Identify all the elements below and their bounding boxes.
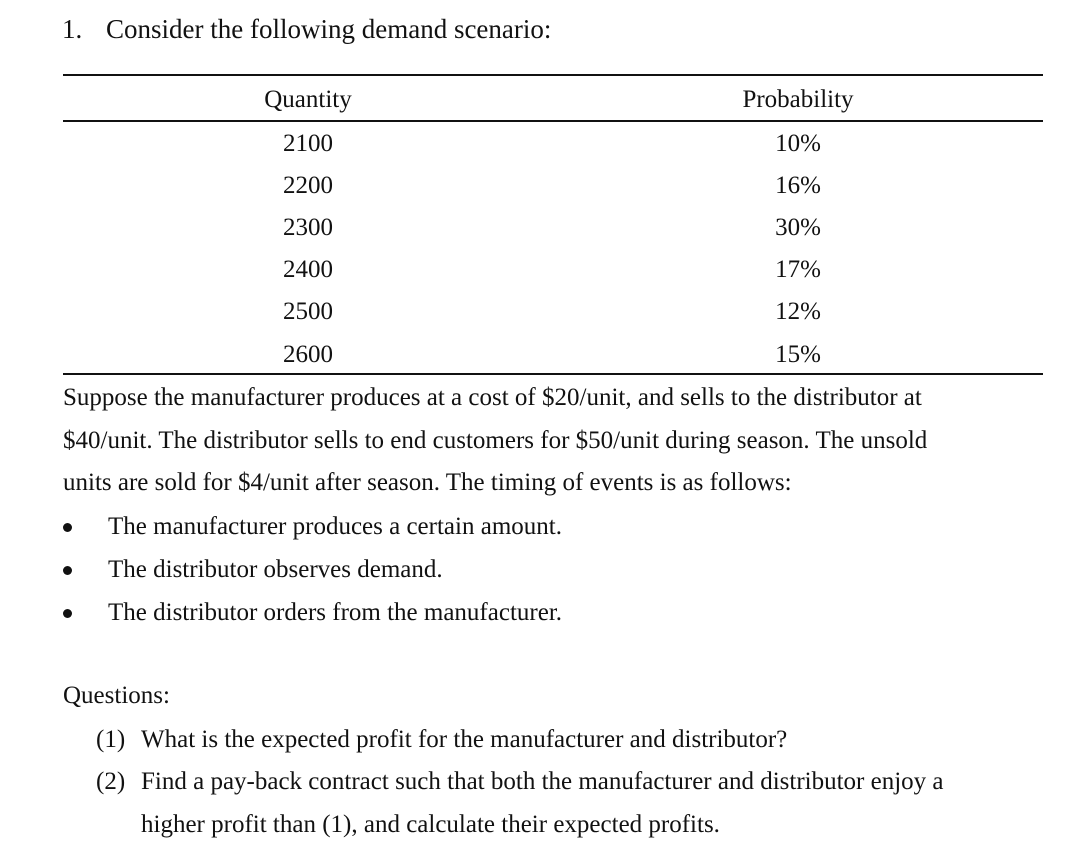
probability-cell: 17% [775,256,821,283]
list-item-text: The distributor orders from the manufacturer. [108,599,563,626]
paragraph-line: units are sold for $4/unit after season. The timing of events is as follows: [63,469,792,496]
probability-cell: 15% [775,341,821,368]
table-header-probability: Probability [742,86,854,113]
quantity-cell: 2400 [283,256,333,283]
question-item-text: Find a pay-back contract such that both the manufacturer and distributor enjoy a [141,768,944,795]
probability-cell: 16% [775,172,821,199]
quantity-cell: 2300 [283,214,333,241]
question-title: Consider the following demand scenario: [106,14,552,44]
questions-label: Questions: [63,682,170,709]
question-number: 1. [62,14,83,44]
quantity-cell: 2600 [283,341,333,368]
quantity-cell: 2200 [283,172,333,199]
bullet-icon [63,609,72,618]
quantity-cell: 2100 [283,130,333,157]
question-item-text: higher profit than (1), and calculate their expected profits. [141,811,720,838]
question-item-number: (2) [96,768,126,795]
list-item-text: The distributor observes demand. [108,556,443,583]
table-bottom-rule [63,373,1043,375]
question-item [96,725,787,755]
probability-cell: 30% [775,214,821,241]
paragraph-line: Suppose the manufacturer produces at a cost of $20/unit, and sells to the distributor at [63,384,922,411]
question-item-continuation [96,810,720,840]
bullet-icon [63,523,72,532]
probability-cell: 10% [775,130,821,157]
bullet-icon [63,566,72,575]
table-top-rule [63,74,1043,76]
question-heading [62,11,551,47]
probability-cell: 12% [775,298,821,325]
table-header-quantity: Quantity [264,86,352,113]
quantity-cell: 2500 [283,298,333,325]
question-item [96,767,944,797]
question-item-number: (1) [96,726,126,753]
table-header-rule [63,120,1043,122]
paragraph-line: $40/unit. The distributor sells to end customers for $50/unit during season. The unsold [63,427,928,454]
question-item-text: What is the expected profit for the manufacturer and distributor? [141,726,788,753]
list-item-text: The manufacturer produces a certain amount. [108,513,562,540]
